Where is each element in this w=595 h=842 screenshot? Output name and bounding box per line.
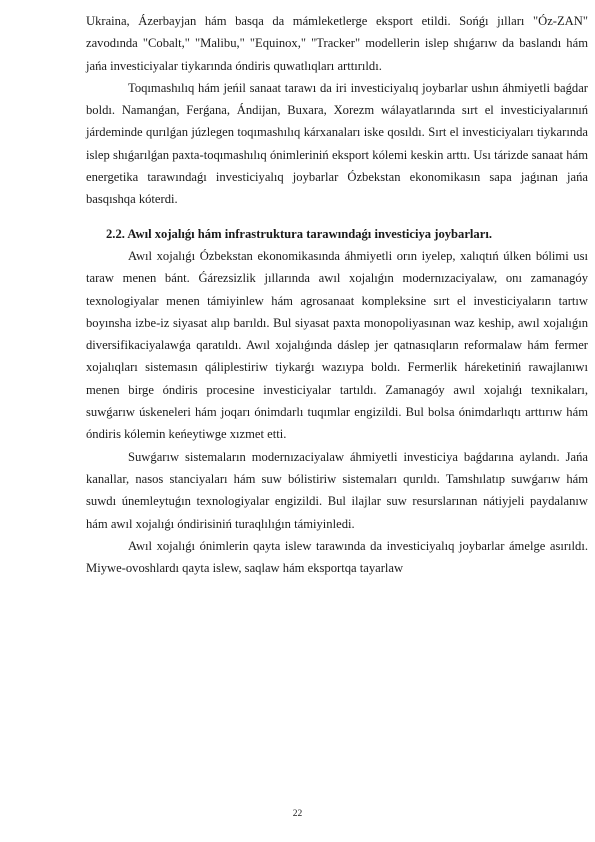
paragraph-irrigation: Suwǵarıw sistemaların modernızaciyalaw áhmiyetli investiciya baǵdarına aylandı. Jańa kanallar, nasos stanciyaları hám suw bólistiriw sistemaları qurıldı. Tamshılatıp suwǵarıw hám suwdı únemleytuǵın texnologiyalar engizildi. Bul ilajlar suw resurslarınan nátiyjeli paydalanıw hám awıl xojalıǵı óndirisiniń turaqlılıǵın támiyinledi. [86,449,588,531]
document-page [86,0,588,579]
paragraph-continuation: Ukraina, Ázerbayjan hám basqa da mámleketlerge eksport etildi. Sońǵı jılları "Óz-ZAN" zavodında "Cobalt," "Malibu," "Equinox," "Tracker" modellerin islep shıǵarıw da baslandı hám jańa investiciyalar tiykarında óndiris quwatlıqları arttırıldı. [86,14,588,73]
paragraph-textile-industry: Toqımashılıq hám jeńil sanaat tarawı da iri investiciyalıq joybarlar ushın áhmiyetli baǵdar boldı. Namanǵan, Ferǵana, Ándijan, Buxara, Xorezm wálayatlarında sırt el investiciyalarınıń járdeminde qurılǵan júzlegen toqımashılıq kárxanaları iske qosıldı. Sırt el investiciyaları tiykarında islep shıǵarılǵan paxta-toqımashılıq ónimleriniń eksport kólemi keskin arttı. Usı tárizde sanaat hám energetika tarawındaǵı investiciyalıq joybarlar Ózbekstan ekonomikasın sapa jaǵınan jańa basqıshqa kóterdi. [86,80,588,207]
paragraph-processing: Awıl xojalıǵı ónimlerin qayta islew tarawında da investiciyalıq joybarlar ámelge asırıldı. Miywe-ovoshlardı qayta islew, saqlaw hám eksportqa tayarlaw [86,538,588,576]
section-heading: 2.2. Awıl xojalıǵı hám infrastruktura tarawındaǵı investiciya joybarları. [106,226,492,241]
paragraph-agriculture: Awıl xojalıǵı Ózbekstan ekonomikasında áhmiyetli orın iyelep, xalıqtıń úlken bólimi usı taraw menen bánt. Ǵárezsizlik jıllarında awıl xojalıǵın modernızaciyalaw, onı zamanagóy texnologiyalar menen támiyinlew hám agrosanaat kompleksine sırt el investiciyaların tartıw boyınsha izbe-iz siyasat alıp barıldı. Bul siyasat paxta monopoliyasınan waz keship, awıl xojalıǵın diversifikaciyalawǵa qaratıldı. Awıl xojalıǵında dáslep jer qatnasıqların reformalaw hám fermer xojalıqları sistemasın qáliplestiriw tiykarǵı wazıypa boldı. Fermerlik háreketiniń rawajlanıwı menen birge óndiris procesine investiciyalar tartıldı. Zamanagóy awıl xojalıǵı texnikaları, suwǵarıw úskeneleri hám joqarı ónimdarlı tuqımlar engizildi. Bul bolsa ónimdarlıqtı arttırıw hám óndiris kólemin keńeytiwge xızmet etti. [86,248,588,442]
page-number: 22 [292,809,303,819]
